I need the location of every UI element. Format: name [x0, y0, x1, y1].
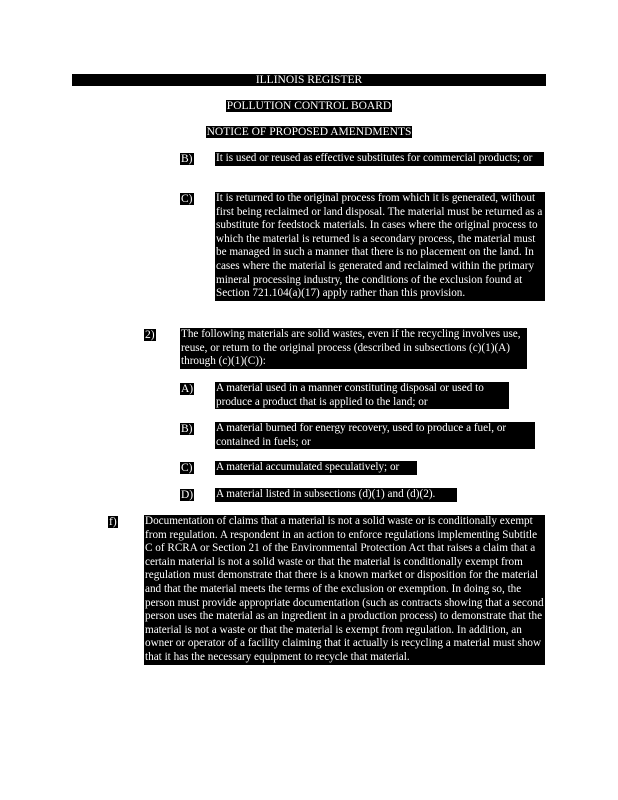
item-c1-text: It is returned to the original process from which it is generated, without first being reclaimed or land disposal. The material must be returned as a substitute for feedstock materials. In cases where the original process to which the material is returned is a secondary process, the material must be managed in such a manner that there is no placement on the land. In cases where the material is generated and reclaimed within the primary mineral processing industry, the conditions of the exclusion found at Section 721.104(a)(17) apply rather than this provision.: [215, 192, 545, 301]
item-b2-label: B): [181, 423, 193, 435]
item-a2-text: A material used in a manner constituting disposal or used to produce a product that is applied to the land; or: [215, 382, 509, 409]
item-f-label: f): [109, 516, 117, 528]
board-title: POLLUTION CONTROL BOARD: [226, 100, 392, 112]
item-f-text: Documentation of claims that a material is not a solid waste or is conditionally exempt from regulation. A respondent in an action to enforce regulations implementing Subtitle C of RCRA or Section 21 of the Environmental Protection Act that raises a claim that a certain material is not a solid waste or that the material is conditionally exempt from regulation must demonstrate that there is a known market or disposition for the material and that the material meets the terms of the exclusion or exemption. In doing so, the person must provide appropriate documentation (such as contracts showing that a second person uses the material as an ingredient in a production process) to demonstrate that the material is not a waste or that the material is exempt from regulation. In addition, an owner or operator of a facility claiming that it actually is recycling a material must show that it has the necessary equipment to recycle that material.: [145, 515, 544, 663]
item-d2-label: D): [181, 489, 194, 501]
item-2-label: 2): [145, 329, 155, 341]
item-2-text: The following materials are solid wastes, even if the recycling involves use, reuse, or return to the original process (described in subsections (c)(1)(A) through (c)(1)(C)):: [180, 328, 527, 369]
item-c1-label: C): [181, 193, 193, 205]
item-b1-text: It is used or reused as effective substitutes for commercial products; or: [215, 152, 544, 166]
notice-title: NOTICE OF PROPOSED AMENDMENTS: [206, 126, 412, 138]
item-b2-text: A material burned for energy recovery, used to produce a fuel, or contained in fuels; or: [215, 422, 535, 449]
item-c2-label: C): [181, 462, 193, 474]
item-a2-label: A): [181, 383, 194, 395]
item-d2-text: A material listed in subsections (d)(1) and (d)(2).: [215, 488, 457, 502]
register-title: ILLINOIS REGISTER: [255, 74, 363, 86]
item-b1-label: B): [181, 153, 193, 165]
item-c2-text: A material accumulated speculatively; or: [215, 461, 417, 475]
